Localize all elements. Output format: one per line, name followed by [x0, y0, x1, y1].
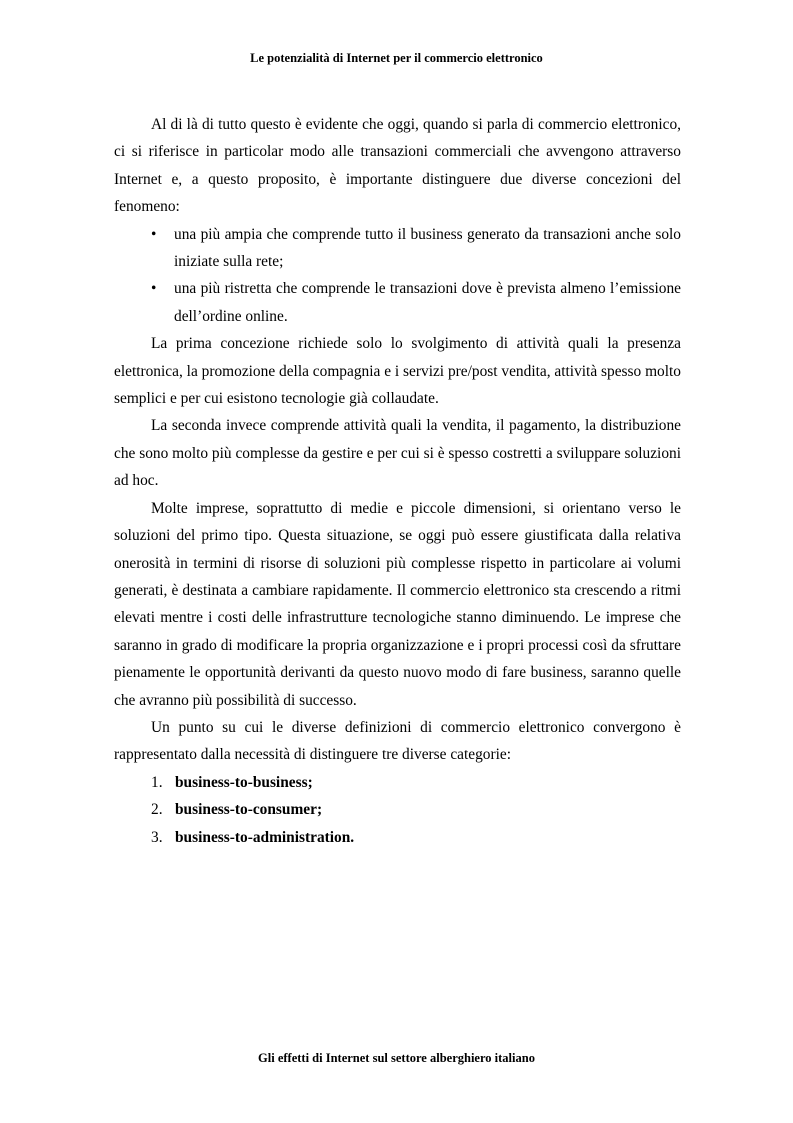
paragraph-second-concept: La seconda invece comprende attività quali la vendita, il pagamento, la distribuzione che sono molto più complesse da gestire e per cui si è spesso costretti a sviluppare soluzioni ad hoc. [114, 417, 681, 490]
list-item [114, 824, 681, 851]
bullet-text: una più ristretta che comprende le transazioni dove è prevista almeno l’emissione dell’ordine online. [174, 280, 681, 325]
paragraph-intro: Al di là di tutto questo è evidente che oggi, quando si parla di commercio elettronico, ci si riferisce in particolar modo alle transazioni commerciali che avvengono attraverso Internet e, a questo proposito, è importante distinguere due diverse concezioni del fenomeno: [114, 116, 681, 216]
document-body [114, 111, 681, 851]
list-item [114, 275, 681, 330]
paragraph-enterprises: Molte imprese, soprattutto di medie e piccole dimensioni, si orientano verso le soluzioni del primo tipo. Questa situazione, se oggi può essere giustificata dalla relativa onerosità in termini di risorse di soluzioni più complesse rispetto in particolare ai volumi generati, è destinata a cambiare rapidamente. Il commercio elettronico sta crescendo a ritmi elevati mentre i costi delle infrastrutture tecnologiche stanno diminuendo. Le imprese che saranno in grado di modificare la propria organizzazione e i propri processi così da sfruttare pienamente le opportunità derivanti da questo nuovo modo di fare business, saranno quelle che avranno più possibilità di successo. [114, 499, 681, 709]
bullet-icon: • [151, 225, 157, 243]
list-item [114, 769, 681, 796]
page-footer: Gli effetti di Internet sul settore alberghiero italiano [258, 1051, 535, 1065]
paragraph-categories-intro: Un punto su cui le diverse definizioni di commercio elettronico convergono è rappresentato dalla necessità di distinguere tre diverse categorie: [114, 718, 681, 764]
bullet-text: una più ampia che comprende tutto il business generato da transazioni anche solo iniziate sulla rete; [174, 225, 681, 271]
categories-list [114, 769, 681, 851]
list-number: 3. [151, 828, 163, 846]
category-label: business-to-business; [175, 773, 313, 791]
bullet-icon: • [151, 280, 157, 298]
list-item [114, 221, 681, 276]
list-number: 2. [151, 801, 163, 819]
list-item [114, 796, 681, 823]
page-header: Le potenzialità di Internet per il commercio elettronico [250, 51, 543, 65]
category-label: business-to-administration. [175, 828, 355, 846]
list-number: 1. [151, 773, 163, 791]
paragraph-first-concept: La prima concezione richiede solo lo svolgimento di attività quali la presenza elettronica, la promozione della compagnia e i servizi pre/post vendita, attività spesso molto semplici e per cui esistono tecnologie già collaudate. [114, 335, 681, 408]
bullet-list [114, 221, 681, 331]
category-label: business-to-consumer; [175, 801, 323, 819]
